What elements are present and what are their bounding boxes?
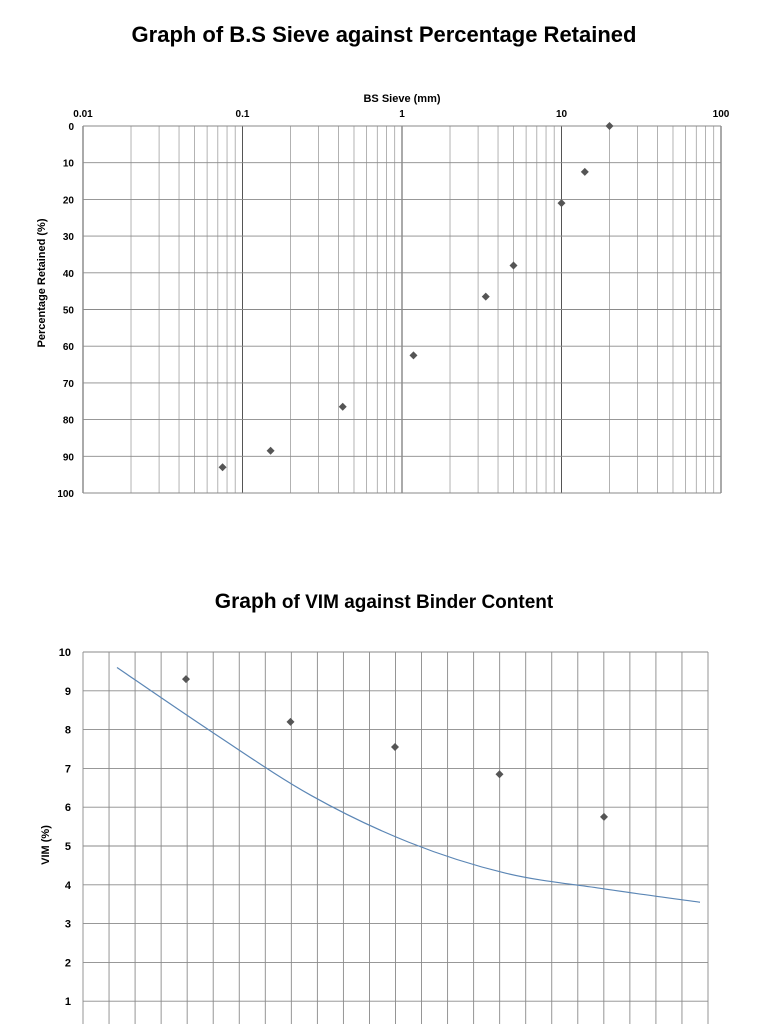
vim-chart-point	[391, 743, 399, 751]
sieve-chart-y-tick-label: 0	[68, 122, 74, 133]
vim-chart-y-tick-label: 8	[64, 724, 71, 737]
sieve-chart-x-tick-label: 10	[555, 109, 568, 120]
chart1-title: Graph of B.S Sieve against Percentage Retained	[131, 22, 637, 47]
sieve-chart-x-tick-label: 1	[399, 109, 405, 120]
vim-chart-y-tick-label: 7	[64, 763, 71, 776]
sieve-chart-x-tick-label: 0.1	[235, 109, 250, 120]
vim-chart-y-tick-label: 5	[64, 841, 71, 853]
vim-chart-y-tick-label: 1	[64, 996, 71, 1009]
sieve-chart-x-axis-label: BS Sieve (mm)	[363, 93, 441, 105]
sieve-chart-y-tick-label: 100	[57, 489, 74, 500]
chart2-title-main: Graph	[214, 590, 277, 613]
sieve-chart-y-tick-label: 10	[62, 158, 74, 170]
vim-chart-y-tick-label: 9	[64, 685, 71, 698]
sieve-chart-y-axis-label: Percentage Retained (%)	[36, 218, 48, 348]
sieve-chart-y-tick-label: 70	[62, 378, 74, 390]
chart2-title-rest: of VIM against Binder Content	[281, 592, 554, 613]
vim-chart-trend-line	[117, 668, 700, 903]
sieve-chart-y-tick-label: 50	[62, 305, 74, 317]
vim-chart-y-tick-label: 10	[58, 647, 71, 659]
vim-chart-point	[182, 675, 190, 683]
vim-chart-points	[182, 675, 608, 821]
sieve-chart-x-tick-label: 0.01	[73, 109, 93, 120]
vim-chart-y-tick-label: 2	[64, 957, 71, 970]
vim-chart-point	[600, 813, 608, 821]
vim-chart-ticks	[59, 647, 72, 1008]
sieve-chart-y-tick-label: 20	[62, 195, 74, 207]
sieve-chart-x-tick-label: 100	[712, 109, 730, 120]
sieve-chart-y-tick-label: 40	[62, 268, 74, 280]
sieve-chart-y-tick-label: 90	[62, 452, 74, 464]
vim-chart-y-tick-label: 3	[64, 918, 71, 931]
sieve-chart-y-tick-label: 60	[62, 342, 74, 354]
vim-chart-point	[496, 770, 504, 778]
sieve-chart-y-tick-label: 30	[62, 232, 74, 244]
sieve-chart-y-tick-label: 80	[62, 415, 74, 427]
vim-chart-y-tick-label: 4	[64, 879, 71, 892]
vim-chart-point	[287, 718, 295, 726]
vim-chart-y-axis-label: VIM (%)	[40, 825, 52, 865]
vim-chart-y-tick-label: 6	[64, 802, 71, 815]
